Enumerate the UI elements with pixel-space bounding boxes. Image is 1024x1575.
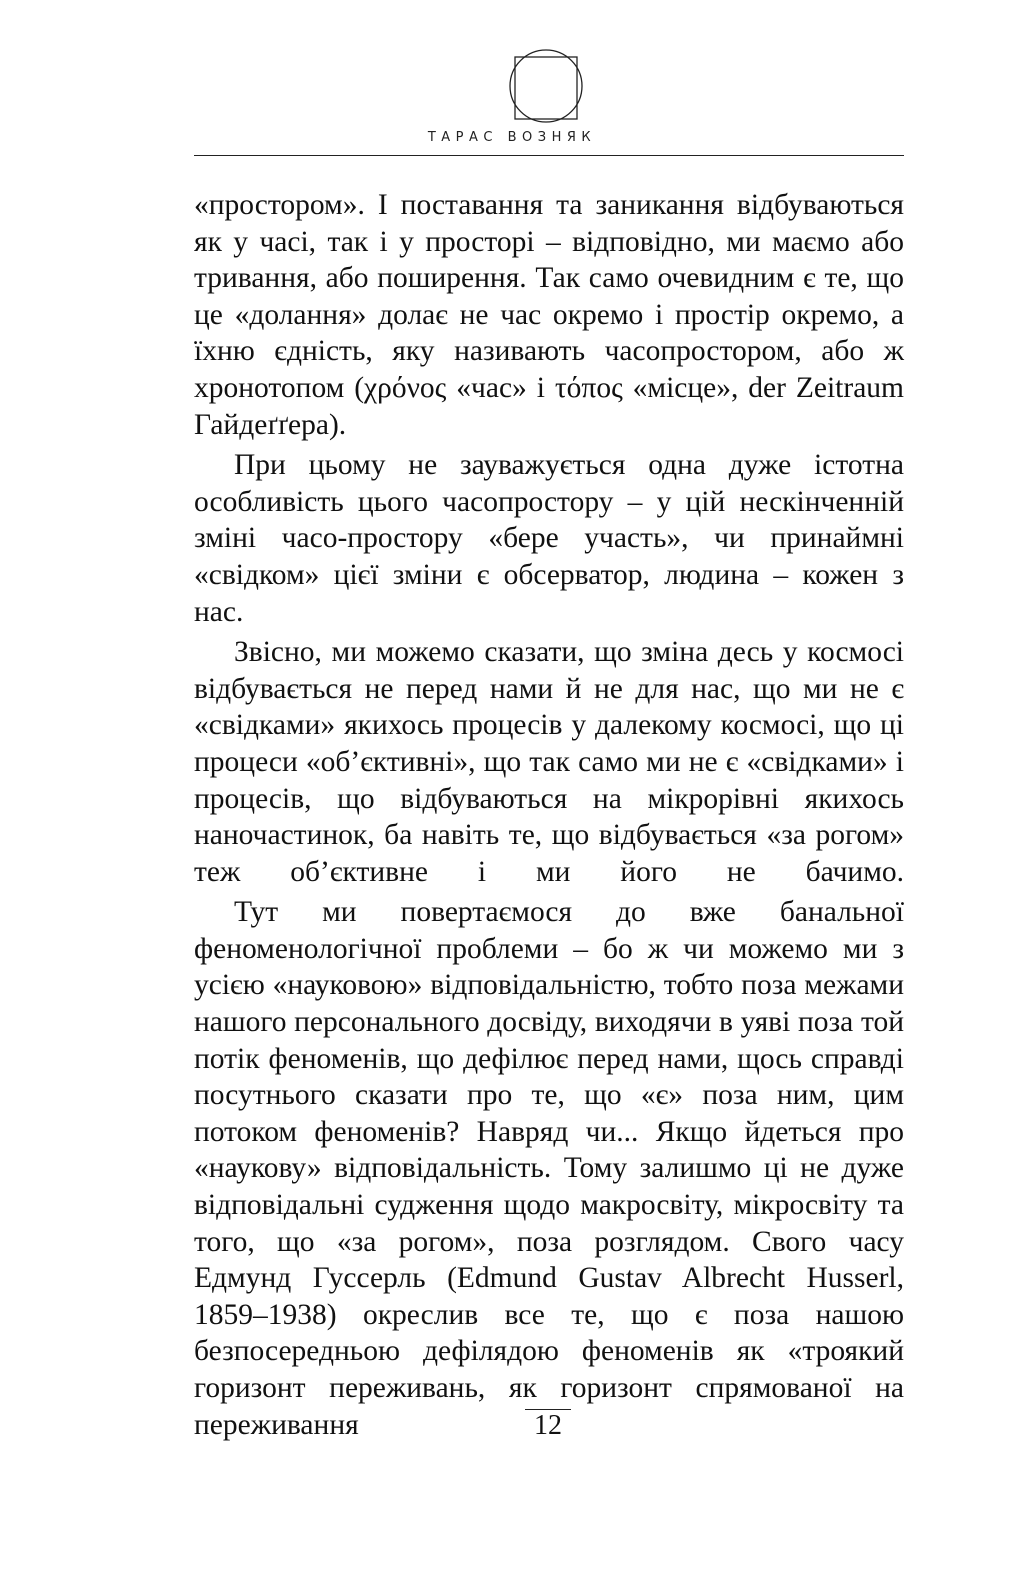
body-text xyxy=(194,187,904,1443)
paragraph-4: Тут ми повертаємося до вже банальної феноменологічної проблеми – бо ж чи можемо ми з усією «науковою» відповідальністю, тобто поза межами нашого персонального досвіду, виходячи в уяві поза той потік феноменів, що дефілює перед нами, щось справді посутнього сказати про те, що «є» поза ним, цим потоком феноменів? Навряд чи... Якщо йдеться про «наукову» відповідальність. Тому залишмо ці не дуже відповідальні судження щодо макросвіту, мікросвіту та того, що «за рогом», поза розглядом. Свого часу Едмунд Гуссерль (Edmund Gustav Albrecht Husserl, 1859–1938) окреслив все те, що є поза нашою безпосередньою дефілядою феноменів як «троякий горизонт переживань, як горизонт спрямованої на переживання xyxy=(194,896,904,1441)
paragraph-1: «простором». І поставання та заникання відбуваються як у часі, так і у просторі – відповідно, ми маємо або тривання, або поширення. Так само очевидним є те, що це «долання» долає не час окремо і простір окремо, а їхню єдність, яку називають часопростором, або ж хронотопом (χρόνος «час» і τόπος «місце», der Zeitraum Гайдеґґера). xyxy=(194,189,904,441)
paragraph-2: При цьому не зауважується одна дуже істотна особливість цього часопростору – у цій нескінченній зміні часо-простору «бере участь», чи принаймні «свідком» цієї зміни є обсерватор, людина – кожен з нас. xyxy=(194,449,904,628)
page-number: 12 xyxy=(525,1409,571,1442)
paragraph-3: Звісно, ми можемо сказати, що зміна десь у космосі відбувається не перед нами й не для нас, що ми не є «свідками» якихось процесів у далекому космосі, що ці процеси «об’єктивні», що так само ми не є «свідками» і процесів, що відбуваються на мікрорівні якихось наночастинок, ба навіть те, що відбувається «за рогом» теж об’єктивне і ми його не бачимо. xyxy=(194,636,904,888)
circle-square-emblem-icon xyxy=(508,48,584,124)
running-header-author: ТАРАС ВОЗНЯК xyxy=(427,130,597,145)
header-rule xyxy=(194,155,904,156)
